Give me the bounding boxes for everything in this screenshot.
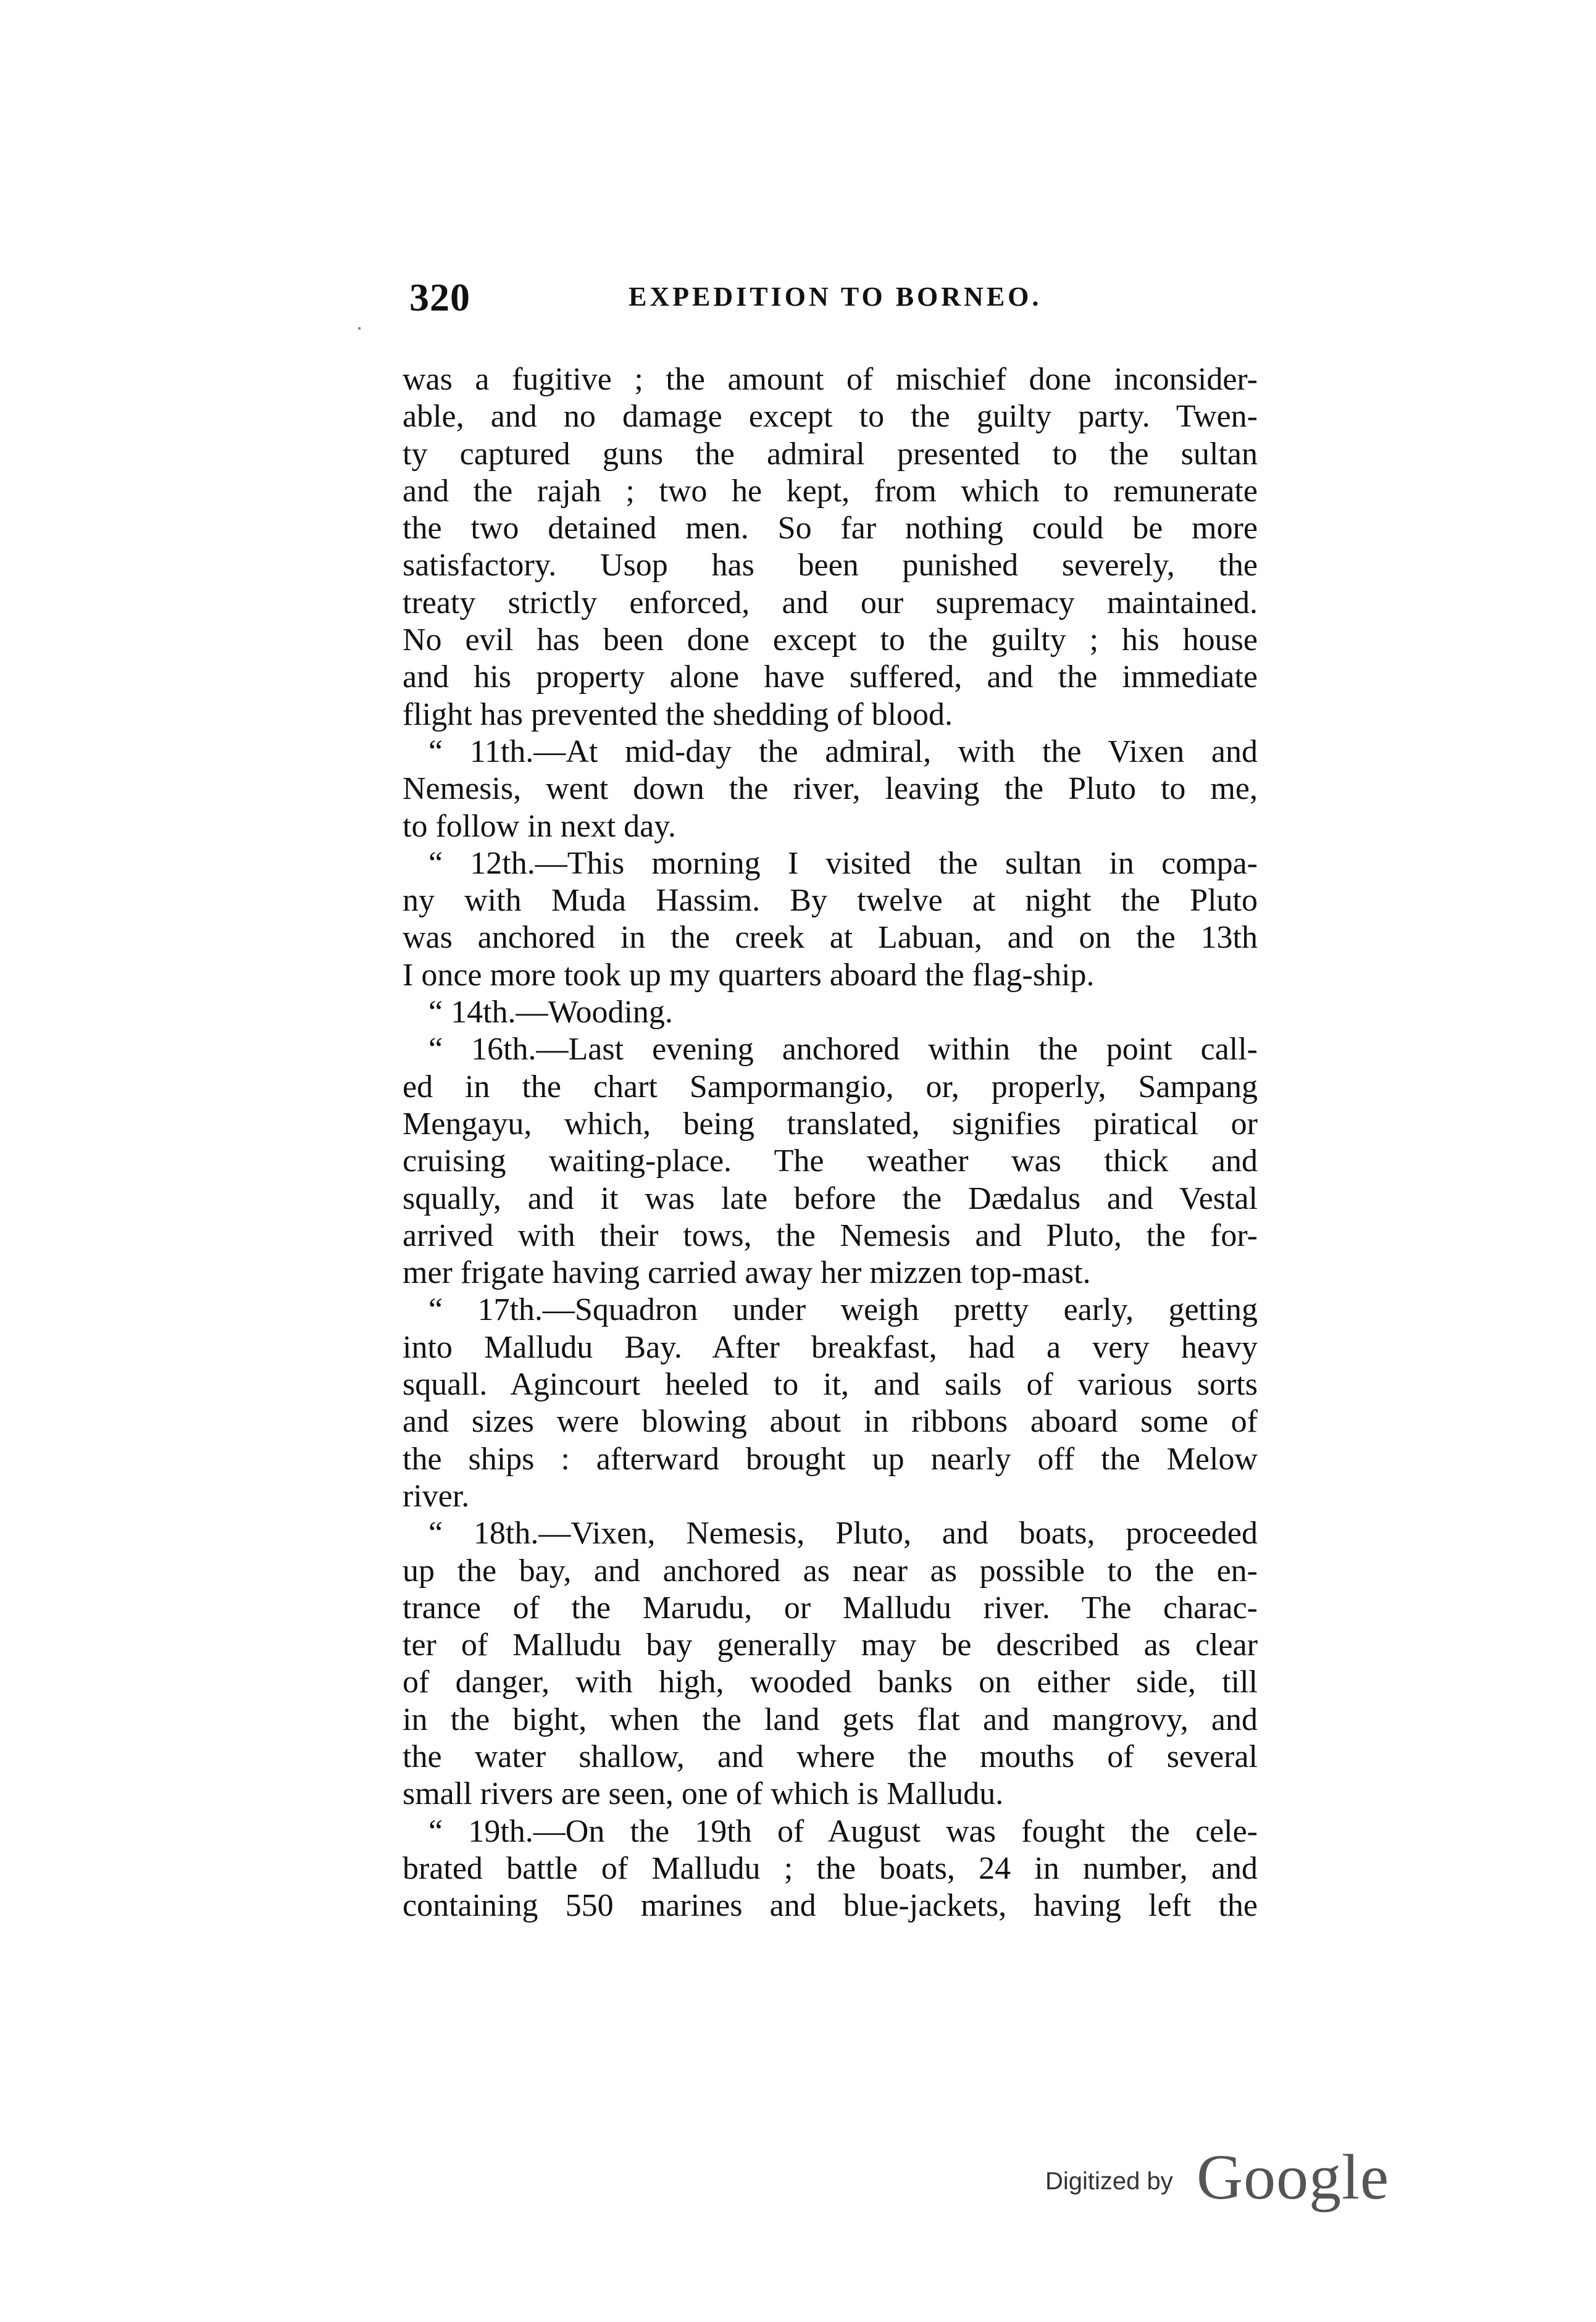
text-line: ter of Malludu bay generally may be described as clear — [403, 1627, 1258, 1663]
digitized-by-label: Digitized by — [1045, 2168, 1173, 2195]
text-line: brated battle of Malludu ; the boats, 24 in number, and — [403, 1850, 1258, 1886]
text-line: squall. Agincourt heeled to it, and sails of various sorts — [403, 1367, 1258, 1403]
text-line: flight has prevented the shedding of blood. — [403, 696, 953, 732]
text-line: into Malludu Bay. After breakfast, had a very heavy — [403, 1329, 1258, 1365]
text-line: the ships : afterward brought up nearly off the Melow — [403, 1441, 1258, 1477]
text-line: in the bight, when the land gets flat and mangrovy, and — [403, 1702, 1258, 1737]
text-line: was a fugitive ; the amount of mischief done inconsider- — [403, 362, 1258, 397]
text-line: Mengayu, which, being translated, signifies piratical or — [403, 1106, 1258, 1142]
text-line: to follow in next day. — [403, 808, 676, 844]
text-line: I once more took up my quarters aboard the flag-ship. — [403, 957, 1095, 993]
page-number: 320 — [409, 275, 470, 319]
text-line: ny with Muda Hassim. By twelve at night the Pluto — [403, 883, 1258, 919]
running-title: EXPEDITION TO BORNEO. — [629, 282, 1042, 312]
text-line: squally, and it was late before the Dædalus and Vestal — [403, 1180, 1258, 1216]
text-line: and sizes were blowing about in ribbons aboard some of — [403, 1404, 1258, 1440]
text-line: the two detained men. So far nothing could be more — [403, 511, 1258, 546]
text-line: “ 14th.—Wooding. — [428, 995, 673, 1030]
text-line: No evil has been done except to the guilty ; his house — [403, 622, 1258, 658]
text-line: ed in the chart Sampormangio, or, properly, Sampang — [403, 1069, 1258, 1105]
text-line: containing 550 marines and blue-jackets, having left the — [403, 1888, 1258, 1924]
digitization-watermark — [1045, 2142, 1391, 2213]
text-line: “ 11th.—At mid-day the admiral, with the Vixen and — [428, 733, 1258, 769]
text-line: able, and no damage except to the guilty party. Twen- — [403, 399, 1258, 435]
text-line: the water shallow, and where the mouths of several — [403, 1739, 1258, 1774]
google-logo: Google — [1197, 2142, 1390, 2213]
text-line: “ 12th.—This morning I visited the sultan in compa- — [428, 845, 1258, 881]
text-line: and his property alone have suffered, and the immediate — [403, 659, 1258, 695]
text-line: river. — [403, 1478, 470, 1514]
text-line: ty captured guns the admiral presented to the sultan — [403, 436, 1258, 472]
text-line: treaty strictly enforced, and our supremacy maintained. — [403, 585, 1258, 620]
running-head — [409, 275, 1261, 330]
text-line: of danger, with high, wooded banks on either side, till — [403, 1664, 1258, 1700]
text-line: arrived with their tows, the Nemesis and Pluto, the for- — [403, 1217, 1258, 1253]
text-line: Nemesis, went down the river, leaving the Pluto to me, — [403, 771, 1258, 807]
text-line: satisfactory. Usop has been punished severely, the — [403, 548, 1258, 583]
text-line: small rivers are seen, one of which is Malludu. — [403, 1776, 1004, 1812]
text-line: “ 18th.—Vixen, Nemesis, Pluto, and boats, proceeded — [428, 1516, 1258, 1551]
text-line: “ 19th.—On the 19th of August was fought the cele- — [428, 1813, 1258, 1849]
text-line: cruising waiting-place. The weather was thick and — [403, 1143, 1258, 1179]
body-text — [403, 361, 1258, 1924]
text-line: up the bay, and anchored as near as possible to the en- — [403, 1553, 1258, 1589]
margin-mark — [358, 327, 361, 330]
text-line: “ 17th.—Squadron under weigh pretty early, getting — [428, 1292, 1258, 1328]
text-line: was anchored in the creek at Labuan, and on the 13th — [403, 920, 1258, 956]
text-line: “ 16th.—Last evening anchored within the point call- — [428, 1032, 1258, 1067]
text-line: mer frigate having carried away her mizzen top-mast. — [403, 1255, 1091, 1291]
text-line: trance of the Marudu, or Malludu river. The charac- — [403, 1590, 1258, 1626]
text-line: and the rajah ; two he kept, from which to remunerate — [403, 473, 1258, 509]
